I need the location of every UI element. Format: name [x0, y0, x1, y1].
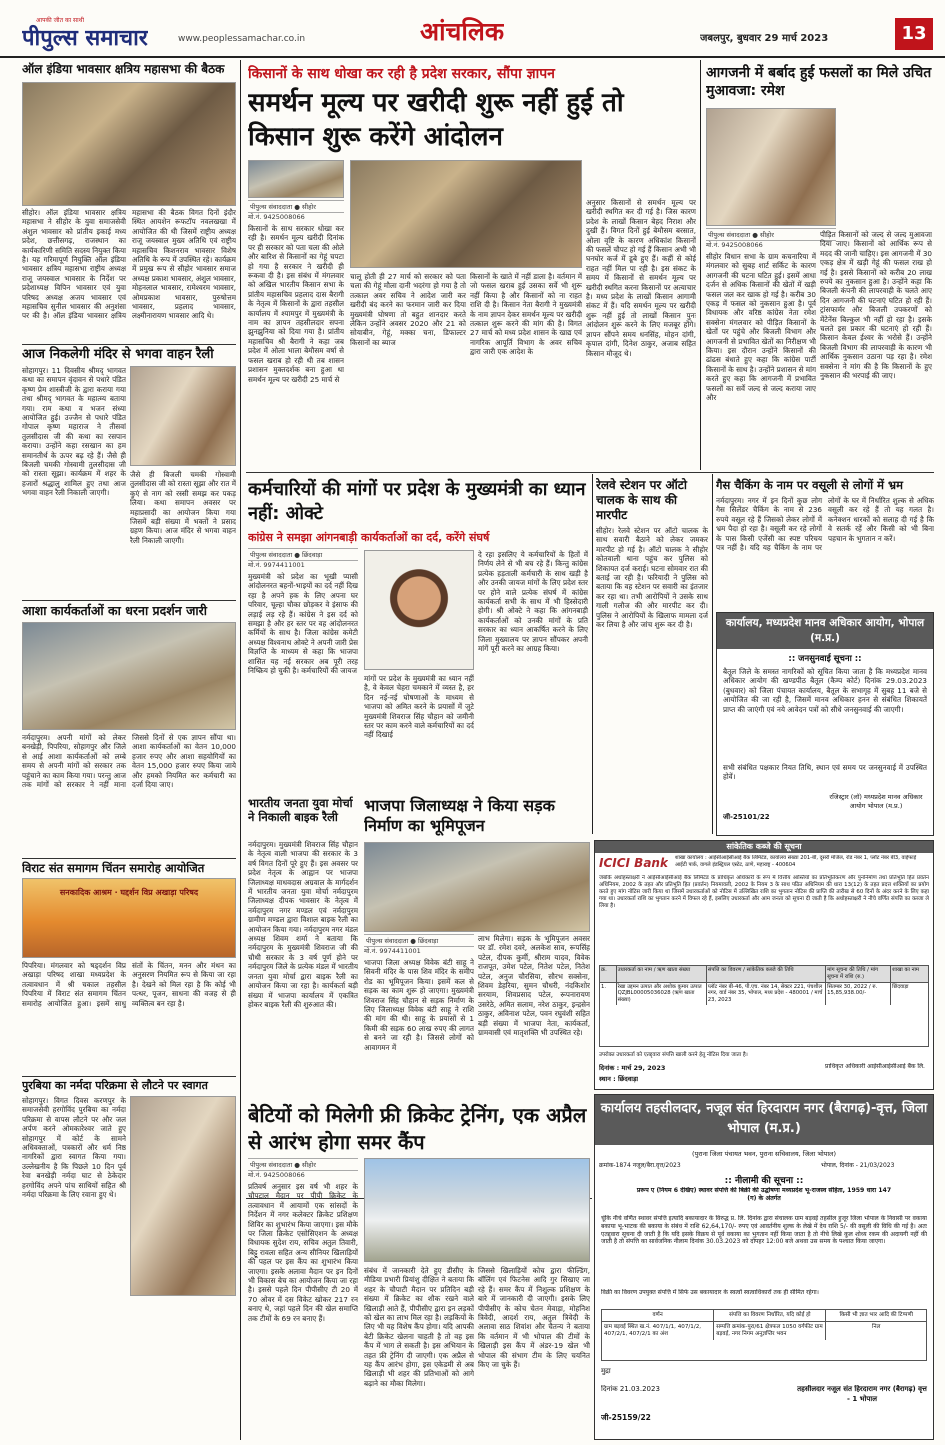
cricket-headline: बेटियों को मिलेगी फ्री क्रिकेट ट्रेनिंग, एक अप्रैल से आरंभ होगा समर कैंप	[248, 1103, 587, 1154]
aagjani-mobile: मो.नं. 9425008066	[706, 241, 763, 249]
icici-bar: सांकेतिक कब्जे की सूचना	[595, 841, 933, 853]
hr-notice-sub: :: जनसुनवाई सूचना ::	[788, 654, 862, 664]
icici-text: जबकि अधोहस्ताक्षरी ने आईसीआईसीआई बैंक लिमिटेड के प्राधिकृत अधिकारी के रूप में वित्तीय आस्तियों का प्रतिभूतिकरण और पुनर्निर्माण तथा प्रतिभूति हित प्रवर्तन अधिनियम, 2002 के तहत और प्रतिभूति हित (प्रवर्तन) नियमावली, 2002 के नियम 3 के साथ पठित अधिनियम की धारा 13(12) के तहत प्रदत्त शक्तियों का प्रयोग करते हुए मांग नोटिस जारी किया था जिसमें उधारकर्ताओं को नोटिस में उल्लिखित राशि का भुगतान नोटिस की प्राप्ति की तारीख से 60 दिनों के अंदर करने के लिए कहा गया था। उधारकर्ता राशि का भुगतान करने में विफल रहे हैं, इसलिए उधारकर्ता और आम जनता को सूचना दी जाती है कि अधोहस्ताक्षरी ने नीचे वर्णित संपत्ति का कब्जा ले लिया है।	[599, 875, 929, 909]
main-photo-large	[350, 160, 582, 268]
karmachari-col3: दे रहा इसलिए ये कर्मचारियों के हितों में निर्णय लेने से भी बच रहे हैं। किन्तु कांग्रेस प्रत्येक हड़ताली कर्मचारी के साथ खड़ी है और उनकी जायज मांगों के लिए प्रदेश स्तर पर होने वाले प्रत्येक संघर्ष में कांग्रेस कार्यकर्ता सभी के साथ में भी हिस्सेदारी होगी। श्री ओक्टे ने कहा कि आंगनबाड़ी कार्यकर्ताओं को उनकी मांगों के प्रति सरकार का ध्यान आकर्षित करने के लिए जिला मुख्यालय पर ज्ञापन सौंपकर अपनी मांगें पूरी करने का आग्रह किया।	[478, 550, 588, 654]
aagjani-byline: पीपुल्स संवाददाता ● सीहोर	[706, 228, 836, 241]
icici-place: स्थान : छिंदवाड़ा	[599, 1075, 639, 1083]
main-byline: पीपुल्स संवाददाता ● सीहोर	[248, 200, 344, 213]
story-purbia-head: पुरबिया का नर्मदा परिक्रमा से लौटने पर स्वागत	[22, 1076, 236, 1093]
tehsil-date: दिनांक 21.03.2023	[601, 1385, 660, 1393]
icici-td-0: 1.	[601, 983, 607, 990]
main-col4: अनुसार किसानों से समर्थन मूल्य पर खरीदी स्थगित कर दी गई है। जिस कारण प्रदेश के लाखों किसान बेहद निराश और दुखी हैं। विगत दिनों हुई बेमौसम बरसात, ओला वृष्टि के कारण अधिकांश किसानों की फसलें चौपट हो गई हैं किसान अभी भी घनघोर कर्ज में डूबे हुए हैं। कहीं से कोई राहत नहीं मिल पा रही है। इस संकट के समय में किसानों से समर्थन मूल्य पर खरीदी स्थगित करना किसानों पर अत्याचार है। मध्य प्रदेश के लाखों किसान आगामी संकट में हैं। यदि समर्थन मूल्य पर खरीदी शुरू नहीं हुई तो लाखों किसान पुनः आंदोलन शुरू करने के लिए मजबूर होंगे। ज्ञापन सौंपने समय धनसिंह, मोहन दांगी, कृपाल दांगी, दिनेश ठाकुर, अजाब सहित किसान मौजूद थे।	[586, 198, 696, 358]
sadak-mobile: मो.नं. 9974411001	[364, 947, 421, 955]
story-asha-head: आशा कार्यकर्ताओं का धरना प्रदर्शन जारी	[22, 600, 236, 618]
aagjani-head: आगजनी में बर्बाद हुई फसलों का मिले उचित मुआवजा: रमेश	[706, 65, 932, 99]
icici-th-3: मांग सूचना की तिथि / मांग सूचना में राशि (रु.)	[825, 966, 890, 982]
sadak-col1: भाजपा जिला अध्यक्ष विवेक बंटी साहू ने सिवनी मंदिर के पास शिव मंदिर के समीप रोड का भूमिपूजन किया। इसमें कल से सड़क का काम शुरू हो जाएगा। मुख्यमंत्री शिवराज सिंह चौहान से सड़क निर्माण के लिए जिलाध्यक्ष विवेक बंटी साहू ने राशि की मांग की थी। साहू के प्रयासों से 1 किमी की सड़क 60 लाख रुपए की लागत से बनने जा रही है। जिससे लोगों को आवागमन में	[364, 958, 474, 1052]
tehsil-sub: :: नीलामी की सूचना ::	[724, 1176, 804, 1186]
tehsil-form: प्ररूप ए (नियम 6 देखिए) स्थावर संपत्ति की बिक्री की उद्घोषणा मध्यप्रदेश भू-राजस्व संहिता, 1959 धारा 147 (ग) के अंतर्गत	[636, 1187, 892, 1203]
story-sant-banner: सनकादिक आश्रम · घद्दर्शन विप्र अखाड़ा परिषद	[59, 888, 199, 897]
brand-name: पीपुल्स समाचार	[22, 25, 148, 51]
sadak-head: भाजपा जिलाध्यक्ष ने किया सड़क निर्माण का भूमिपूजन	[364, 796, 555, 835]
bjym-text: नर्मदापुरम। मुख्यमंत्री शिवराज सिंह चौहान के नेतृत्व वाली भाजपा की सरकार के 3 वर्ष विगत दिनों पूरे हुए हैं। इस अवसर पर प्रदेश नेतृत्व के आह्वान पर भाजपा जिलाध्यक्ष माधवदास अग्रवाल के मार्गदर्शन में भारतीय जनता युवा मोर्चा नर्मदापुरम जिलाध्यक्ष दीपक भावसार के नेतृत्व में नर्मदापुरम नगर मण्डल एवं नर्मदापुरम ग्रामीण मण्डल द्वारा विशाल बाइक रैली का आयोजन किया गया। नर्मदापुरम नगर मंडल अध्यक्ष शिवम शर्मा ने बताया कि नर्मदापुरम के मुख्यमंत्री शिवराज जी की चौथी सरकार के 3 वर्ष पूर्ण होने पर नर्मदापुरम जिले के प्रत्येक मंडल में भारतीय जनता युवा मोर्चा द्वारा बाइक रैली का आयोजन किया जा रहा है। कार्यकर्ता बड़ी संख्या में भाजपा कार्यालय में एकत्रित होकर बाइक रैली की शुरुआत की।	[248, 840, 358, 1009]
sadak-col2: लाभ मिलेगा। सड़क के भूमिपूजन अवसर पर डॉ. रमेश दवरे, अलकेश साव, रूपसिंह पटेल, दीपक कुर्मी, श्रीराम यादव, विवेक राजपूत, उमेश पटेल, नितेश पटेल, नितेश पटेल, अनुज चौरसिया, सौरभ सक्सेना, शिवम डेहरिया, सुमन चौधरी, नंदकिशोर सरयाम, शिवप्रसाद पटेल, रूपनारायण उसरेठे, अमित सलाम, नरेश ठाकुर, इन्द्रसेन ठाकुर, अविनाश पटेल, पवन रघुवंशी सहित बड़ी संख्या में भाजपा नेता, कार्यकर्ता, ग्रामवासी एवं मातृशक्ति भी उपस्थित रहे।	[478, 934, 590, 1038]
story-sant-head: विराट संत समागम चिंतन समारोह आयोजित	[22, 858, 236, 875]
sadak-photo	[364, 842, 590, 932]
story-bhavsar-text: सीहोर। ऑल इंडिया भावसार क्षत्रिय महासभा ने सीहोर के युवा समाजसेवी अंशुल भावसार को प्रांतीय इकाई मध्य प्रदेश, छत्तीसगढ़, राजस्थान का कार्यकारिणी समिति सदस्य नियुक्त किया है। यह गरिमापूर्ण नियुक्ति ऑल इंडिया भावसार क्षत्रिय महासभा राष्ट्रीय अध्यक्ष राजू जयस्वाल भावसार के निर्देश पर प्रदेशाध्यक्ष विपिन भावसार एवं युवा परिषद अध्यक्ष अजय भावसार एवं महासचिव सुनील भावसार की अनुशंसा पर की है। ऑल इंडिया भावसार क्षत्रिय महासभा की बैठक विगत दिनों इंदौर स्थित आयशेन रूफटॉप नवलखखा में आयोजित की थी जिसमें राष्ट्रीय अध्यक्ष राजू जयस्वाल मुख्य अतिथि एवं राष्ट्रीय महासचिव किशनराव भावसार विशेष अतिथि के रूप में उपस्थित रहे। कार्यक्रम में प्रमुख रूप से सीहोर भावसार समाज अध्यक्ष प्रकाश भावसार, अंशुल भावसार, मोहनलाल भावसार, रामेश्वरम भावसार, ओमप्रकाश भावसार, पुरुषोत्तम भावसार, प्रहलाद भावसार, लक्ष्मीनारायण भावसार आदि थे।	[22, 208, 236, 321]
main-photo	[248, 160, 344, 198]
railway-text: सीहोर। रेलवे स्टेशन पर ऑटो चालक के साथ सवारी बैठाने को लेकर जमकर मारपीट हो गई है। ऑटो चालक ने सीहोर कोतवाली थाना पहुंच कर पुलिस को शिकायत दर्ज कराई। घटना सोमवार रात की बताई जा रही है। फरियादी ने पुलिस को बताया कि वह स्टेशन पर सवारी का इंतजार कर रहा था। तभी आरोपियों ने उसके साथ गाली गलौज की और मारपीट कर दी। पुलिस ने आरोपियों के खिलाफ मामला दर्ज कर लिया है और जांच शुरू कर दी है।	[596, 526, 708, 630]
icici-td-4: छिंदवाड़ा	[890, 983, 928, 1005]
icici-th-4: शाखा का नाम	[890, 966, 928, 982]
page-number: 13	[895, 18, 933, 50]
story-rally-head: आज निकलेगी मंदिर से भगवा वाहन रैली	[22, 344, 236, 362]
sadak-byline: पीपुल्स संवाददाता ● छिंदवाड़ा	[364, 934, 474, 947]
karmachari-sub: कांग्रेस ने समझा आंगनबाड़ी कार्यकर्ताओं का दर्द, करेंगे संघर्ष	[248, 531, 490, 544]
cricket-byline: पीपुल्स संवाददाता ● सीहोर	[248, 1158, 358, 1171]
karmachari-headline: कर्मचारियों की मांगों पर प्रदेश के मुख्यमंत्री का ध्यान नहीं: ओक्टे	[248, 479, 586, 524]
aagjani-photo	[706, 108, 836, 226]
icici-logo: ICICI Bank	[599, 856, 668, 870]
aagjani-col2: पीड़ित किसानों को जल्द से जल्द मुआवजा दिया जाए। किसानों को आर्थिक रूप से मदद की जानी चाहिए। इस आगजनी में 30 एकड़ क्षेत्र में खड़ी गेहूं की फसल राख हो गई है। इससे किसानों को करीब 20 लाख रुपये का नुकसान हुआ है। उन्होंने कहा कि बिजली कंपनी की लापरवाही के चलते आए दिन आगजनी की घटनाएं घटित हो रही हैं। ट्रांसफार्मर और बिजली उपकरणों को मेंटेनेंस बिल्कुल भी नहीं हो रहा है। इसके चलते इस प्रकार की घटनाएं हो रही हैं। किसान केवल ईश्वर के भरोसे हैं। उन्होंने बिजली विभाग की लापरवाही के कारण भी आर्थिक नुकसान उठाना पड़ रहा है। रमेश सक्सेना ने मांग की है कि किसानों के हुए नुकसान की भरपाई की जाए।	[820, 230, 932, 381]
main-col3: किसानों के खाते में नहीं डाला है। वर्तमान में जो फसल खराब हुई उसका सर्वे भी शुरू नहीं किया है और किसानों को ना राहत राशि दी है। किसान नेता बैरागी ने मुख्यमंत्री के नाम ज्ञापन देकर समर्थन मूल्य पर खरीदी तत्काल शुरू करने की मांग की है। विगत 27 मार्च को मध्य प्रदेश शासन के खाद्य एवं नागरिक आपूर्ति विभाग के अवर सचिव द्वारा जारी एक आदेश के	[470, 272, 582, 357]
story-purbia-text: सोहागपुर। विगत दिवस करणपुर के समाजसेवी हरगोविंद पुरबिया का नर्मदा परिक्रमा से वापस लौटने पर और जल अर्पण करने ओमकारेश्वर जाते हुए सोहागपुर में कोर्ट के सामने अधिवक्ताओं, पत्रकारों और धर्म निष्ठ नागरिकों द्वारा स्वागत किया गया। उल्लेखनीय है कि पिछले 10 दिन पूर्व रेवा बनखेड़ी नर्मदा घाट से ठेकेदार हरगोविंद अपने पांच साथियों सहित श्री नर्मदा परिक्रमा के लिए रवाना हुए थे।	[22, 1096, 126, 1200]
tehsil-ref2: जी-25159/22	[601, 1413, 651, 1422]
main-col1: किसानों के साथ सरकार धोखा कर रही है। समर्थन मूल्य खरीदी दिनांक पर ही सरकार को पता चला की ओले और बारिश से किसानों का गेहूं चपटा हो गया है सरकार ने खरीदी ही रूकवा दी है। इस संबंध में मंगलवार को अखिल भारतीय किसान सभा के प्रांतीय महासचिव प्रहलाद दास बैरागी के नेतृत्व में किसानों के द्वारा तहसील कार्यालय में श्यामपुर में मुख्यमंत्री के नाम का ज्ञापन तहसीलदार सपना झुनझुनिया को दिया गया है। प्रांतीय महासचिव श्री बैरागी ने कहा जब प्रदेश में ओला भाला बेमौसम वर्षा से फसल खराब हो रही थी तब शासन प्रशासन मुक्तदर्शक बना हुआ था समर्थन मूल्य पर खरीदी 25 मार्च से	[248, 224, 344, 384]
karmachari-col2: मांगों पर प्रदेश के मुख्यमंत्री का ध्यान नहीं है, वे केवल चेहरा चमकाने में व्यस्त है, हर दिन नई-नई घोषणाओं के माध्यम से भाजपा को अमित करने के प्रयासों में जुटे मुख्यमंत्री शिवराज सिंह चौहान को जमीनी स्तर पर काम करने वाले कर्मचारियों का दर्द नहीं दिखाई	[364, 674, 474, 740]
main-headline: समर्थन मूल्य पर खरीदी शुरू नहीं हुई तो किसान शुरू करेंगे आंदोलन	[248, 88, 624, 152]
karmachari-photo	[364, 550, 474, 670]
tehsil-th-1: संपत्ति का विवरण निर्धारित, यदि कोई हो	[713, 1310, 825, 1321]
icici-td-3: सितम्बर 30, 2022 / रु. 15,85,938.00/-	[825, 983, 890, 1005]
story-rally-photo	[130, 366, 236, 466]
karmachari-col1: मुख्यमंत्री को प्रदेश का भूखी प्यासी आंदोलनरत बहनों-भाइयों का दर्द नहीं दिख रहा है अपने हक के लिए अपना घर परिवार, चूल्हा चौका छोड़कर वे इंसाफ की लड़ाई लड़ रहे हैं। कांग्रेस ने इस दर्द को समझा है और हर स्तर पर वह आंदोलनरत कर्मियों के साथ है। जिला कांग्रेस कमेटी अध्यक्ष विश्वनाथ ओक्टे ने अपनी जारी प्रेस विज्ञप्ति के माध्यम से कहा कि भाजपा शासित यह नई सरकार अब पूरी तरह निष्क्रिय हो चुकी है। कर्मचारियों की जायज	[248, 572, 358, 676]
railway-head: रेलवे स्टेशन पर ऑटो चालक के साथ की मारपीट	[596, 478, 687, 522]
hr-notice-text: बैतूल जिले के समस्त नागरिकों को सूचित किया जाता है कि मध्यप्रदेश मानव अधिकार आयोग की खण्डपीठ बैतूल (कैम्प कोर्ट) दिनांक 29.03.2023 (बुधवार) को जिला पंचायत कार्यालय, बैतूल के सभागृह में सुबह 11 बजे से आयोजित की जा रही है, जिसमें मानव अधिकार हनन से संबंधित शिकायतें प्राप्त की जाएंगी एवं नये आवेदन पत्रों को सीधे जनसुनवाई की जाएगी।	[723, 667, 927, 714]
tehsil-th-0: वर्णन	[652, 1312, 663, 1318]
story-asha-text: नर्मदापुरम। अपनी मांगों को लेकर बनखेड़ी, पिपरिया, सोहागपुर और जिले से आई आशा कार्यकर्ताओं को लम्बे समय से अपनी मांगों को सरकार तक पहुंचाने का काम किया गया। परन्तु आज तक मांगों को सरकार ने नहीं माना जिससे दिनों से एक ज्ञापन सौंपा था। आशा कार्यकर्ताओं का वेतन 10,000 हजार रुपए और आशा सहयोगियों का वेतन 15,000 हजार रुपए किया जाये और हमको नियमित कर कर्मचारी का दर्जा दिया जाए।	[22, 733, 236, 790]
masthead	[0, 0, 945, 58]
tehsil-th-2: किसी भी ज्ञात भार आदि की टिप्पणी	[825, 1310, 926, 1321]
story-bhavsar-head: ऑल इंडिया भावसार क्षत्रिय महासभा की बैठक	[22, 62, 225, 76]
section-name: आंचलिक	[420, 17, 505, 46]
tehsil-seal: मुद्रा	[601, 1367, 611, 1375]
karmachari-byline: पीपुल्स संवाददाता ● छिंदवाड़ा	[248, 548, 358, 561]
icici-notice	[594, 840, 934, 1090]
tehsil-date-line: भोपाल, दिनांक - 21/03/2023	[821, 1162, 895, 1169]
tehsil-ref: क्रमांक-1874 नजूल/बैरा.वृत्त/2023	[599, 1162, 681, 1169]
karmachari-mobile: मो.नं. 9974411001	[248, 561, 305, 569]
gas-text: नर्मदापुरम। नगर में इन दिनों कुछ लोग गैस सिलेंडर चैकिंग के नाम से 236 रुपये वसूल रहे हैं जिसको लेकर लोगों में भ्रम पैदा हो रहा है। वसूली कर रहे लोगों के पास किसी एजेंसी का स्पष्ट परिचय पत्र नहीं है। यदि यह चैकिंग के नाम पर लोगों के घर में निर्धारित शुल्क से अधिक वसूली कर रहे हैं तो यह गलत है। कनेक्शन धारकों को सलाह दी गई है कि वे सतर्क रहें और किसी को भी बिना पहचान के भुगतान न करें।	[716, 496, 934, 553]
icici-sign: प्राधिकृत अधिकारी आईसीआईसीआई बैंक लि.	[825, 1063, 925, 1070]
cricket-col3: जिससे खिलाड़ियों कोच द्वारा फील्डिंग, बॉलिंग एवं फिटनेस आदि गुर सिखाए जा रहे हैं। समर कैंप में निशुल्क प्रशिक्षण के बारे में जानकारी दी जाएगी। इसके लिए पीपीसीए के कोच चेतन मेवाड़ा, मोहनिश त्रिवेदी, आदर्श राय, अतुल त्रिवेदी के अलावा साठ शिवांश और चैतन्य ने बताया कि वर्तमान में भी भोपाल की टीमों के खिलाड़ी इस कैंप में अंडर-19 खेल भी भोपाल की संभाग टीम के लिए चयनित किए जा चुके हैं।	[478, 1266, 590, 1370]
icici-date: दिनांक : मार्च 29, 2023	[599, 1064, 666, 1072]
main-mobile: मो.नं. 9425008066	[248, 213, 305, 221]
bjym-head: भारतीय जनता युवा मोर्चा ने निकाली बाइक रैली	[248, 796, 353, 824]
icici-td-1: रेखा उद्दमन उत्पात और अशोक कुमार उत्पात QZJBL00005036028 (ऋण खाता संख्या)	[616, 983, 706, 1005]
hr-notice-head: कार्यालय, मध्यप्रदेश मानव अधिकार आयोग, भोपाल (म.प्र.)	[717, 613, 933, 649]
tehsil-notice	[594, 1094, 934, 1440]
gas-head: गैस चैकिंग के नाम पर वसूली से लोगों में भ्रम	[716, 478, 903, 492]
tehsil-td-0: ग्राम बड़वई स्थित ख.नं. 407/1/1, 407/1/2, 407/2/1, 407/2/1 का अंश	[604, 1324, 702, 1337]
story-rally-text2: जैसे ही बिजली चमकी गोस्वामी तुलसीदास जी को रास्ता सूझा और रात में कुएं से नाग को रस्सी समझ कर पकड़ लिया। कथा समापन अवसर पर महाप्रसादी का आयोजन किया गया जिसमें बड़ी संख्या में भक्तों ने प्रसाद ग्रहण किया। आज मंदिर से भगवा वाहन रैली निकाली जाएगी।	[130, 470, 236, 545]
cricket-mobile: मो.नं. 9425008066	[248, 1171, 305, 1179]
tehsil-sign: तहसीलदार नजूल संत हिरदाराम नगर (बैरागढ़) वृत्त - 1 भोपाल	[797, 1385, 927, 1403]
tehsil-text: चूंकि नीचे वर्णित स्थावर संपत्ति इत्यादि बकायादार के विरुद्ध प्र. लि. दिनांक द्वारा संचालक ग्राम बड़वई तहसील हुजूर जिला भोपाल के निवासी पर वकाया बकाया भू-भाटक की बकाया के संबंध में राशि 62,64,170/- रुपए एवं आवर्तनीय शुल्क के लेखे में देय राशि 5/- की वसूली की विधि की गई है। अतः एतद्द्वारा सूचना दी जाती है कि यदि इसके विक्रय से पूर्व वकाया का भुगतान नहीं किया जाता है तो नीचे लिखे कुल शोध्य रकम की अदायगी नहीं की जाती है तो संपत्ति का सार्वजनिक नीलाम दिनांक 30.03.2023 को दोपहर 12:00 बजे अथवा उस समय के पश्चात किया जाएगा।	[601, 1215, 927, 1246]
tehsil-table	[601, 1309, 927, 1361]
story-bhavsar-photo	[22, 82, 236, 206]
aagjani-col1: सीहोर विधान सभा के ग्राम कचनारिया में मंगलवार को सुबह शार्ट सर्किट के कारण आगजनी की घटना घटित हुई। इसमें आधा दर्जन से अधिक किसानों की खेतों में खड़ी फसल जल कर खाक हो गई है। करीब 30 एकड़ में फसल को नुकसान हुआ है। पूर्व विधायक और वरिष्ठ कांग्रेस नेता रमेश सक्सेना मंगलवार को पीड़ित किसानों के खेतों पर पहुंचे और बिजली विभाग और आगजनी से प्रभावित खेतों का निरीक्षण भी किया। इस दौरान उन्होंने किसानों की ढांढस बंधाते हुए कहा कि कांग्रेस पार्टी किसानों के साथ है। उन्होंने प्रशासन से मांग करते हुए कहा कि आगजनी में प्रभावित फसलों का सर्वे जल्द से जल्द कराया जाए और	[706, 252, 816, 403]
story-asha-photo	[22, 622, 236, 730]
icici-th-2: संपत्ति का विवरण / सांकेतिक कब्जे की तिथि	[706, 966, 825, 982]
masthead-tagline: आपकी जीत का साथी	[36, 17, 85, 24]
dateline: जबलपुर, बुधवार 29 मार्च 2023	[700, 33, 829, 44]
hr-notice-sign: रजिस्ट्रार (लॉ) मध्यप्रदेश मानव अधिकार आयोग भोपाल (म.प्र.)	[829, 793, 923, 810]
hr-notice-ref: जी-25101/22	[723, 813, 770, 821]
story-rally-text: सोहागपुर। 11 दिवसीय श्रीमद् भागवत कथा का समापन वृंदावन से पधारे पंडित कृष्ण प्रेम शास्त्रीजी के द्वारा कराया गया तथा श्रीमद् भागवत के महात्म्य बताया गया। राम कथा व भजन संध्या आयोजित हुई। उज्जैन से पधारे पंडित गोपाल कृष्ण महाराज ने तीसवां तुलसीदास जी की कथा का रसपान कराया। उन्होंने कहा रसखान का हम समानतीर्थ के ऊपर बढ़ रहे हैं। जैसे ही बिजली चमकी गोस्वामी तुलसीदास जी को रास्ता सूझा। कार्यक्रम में शहर के हजारों श्रद्धालु शामिल हुए तथा आज भगवा वाहन रैली निकाली जाएगी।	[22, 366, 126, 498]
story-sant-photo	[22, 878, 236, 958]
tehsil-addr: (पुराना जिला पंचायत भवन, पुराना सचिवालय, जिला भोपाल)	[692, 1150, 836, 1158]
story-sant-text: पिपरिया। मंगलवार को षड्दर्शन विप्र अखाड़ा परिषद शाखा मध्यप्रदेश के तत्वावधान में श्री चकाल तहसील पिपरिया में विराट संत समागम चिंतन समारोह आयोजित हुआ। इसमें साधु संतों के चिंतन, मनन और मंथन का अनुसरण नियमित रूप से किया जा रहा है। देखने को मिल रहा है कि कोई भी पत्थर, पूजन, साधना की वजह से ही व्यक्तित्व बन रहा है।	[22, 961, 236, 1008]
hr-notice	[716, 612, 934, 836]
icici-footer: उपरोक्त उधारकर्ता को एतद्द्वारा संपत्ति खाली करने हेतु नोटिस दिया जाता है।	[599, 1052, 748, 1058]
cricket-col2: संबंध में जानकारी देते हुए डीसीए के मीडिया प्रभारी प्रियांशु दीक्षित ने बताया कि शहर के चौपाटी मैदान पर प्रतिदिन बड़ी संख्या में क्रिकेट का शौक रखने वाले खिलाड़ी आते हैं, पीपीसीए द्वारा इन लड़कों को खेल का लाभ मिल रहा है। लड़कियों के लिए भी यह विशेष कैंप होगा। यदि आपकी बेटी क्रिकेट खेलना चाहती है तो वह इस कैंप में भाग ले सकती है। इस अभियान के तहत फ्री ट्रेनिंग दी जाएगी। एक अप्रैल से यह कैंप आरंभ होगा, इस एकेडमी से अब खिलाड़ी भी शहर की प्रतिभाओं को आगे बढ़ाने का मौका मिलेगा।	[364, 1266, 474, 1388]
cricket-photo	[364, 1158, 590, 1262]
main-col2: चालू होती ही 27 मार्च को सरकार को पता चला की गेहूं मौला दानी भदरंगा हो गया है तो तत्काल अवर सचिव ने आदेश जारी कर खरीदी बंद करने का फरमान जारी कर दिया मुख्यमंत्री घोषणा तो बहुत शानदार करते लेकिन उन्होंने अवसर 2020 और 21 को सोयाबीन, गेहूं, मक्का चना, डिफाल्टर किसानों का ब्याज	[350, 272, 466, 347]
icici-th-1: उधारकर्ता का नाम / ऋण खाता संख्या	[616, 966, 706, 982]
tehsil-td-1: सम्पत्ति क्रमांक-पुरा/61 क्षेत्रफल 1050 वर्गफीट ग्राम बड़वई, नगर निगम अनुज्ञप्तिर भवन	[713, 1322, 825, 1340]
tehsil-text2: विक्री का विवरण उपयुक्त संपत्ति में सिर्फ उस बकायादार के स्वत्वों स्वत्वाधिकारों तक ही सीमित रहेगा।	[601, 1289, 819, 1296]
main-kicker: किसानों के साथ धोखा कर रही है प्रदेश सरकार, सौंपा ज्ञापन	[248, 66, 555, 82]
brand-url: www.peoplessamachar.co.in	[178, 34, 306, 44]
icici-table	[599, 965, 929, 1047]
story-purbia-photo	[130, 1096, 236, 1296]
icici-address: शाखा कार्यालय : आईसीआईसीआई बैंक लिमिटेड, कार्यालय संख्या 201-बी, दूसरी मंजिल, रोड नंबर 1, प्लॉट नंबर बी3, वाईफाई आईटी पार्क, वागले इंडस्ट्रियल एस्टेट, ठाणे, महाराष्ट्र - 400604	[675, 855, 917, 868]
cricket-col1: प्रतिवर्ष अनुसार इस वर्ष भी शहर के चौपटाल मैदान पर पीपी क्रिकेट के तत्वावधान में आयामों एक सांसदों के निर्देशन में नगर कलेक्टर क्रिकेट प्रशिक्षण शिविर का शुभारंभ किया जाएगा। इस मौके पर जिला क्रिकेट एसोसिएशन के अध्यक्ष विधायक सुदेश राय, सचिव अतुल तिवारी, बिट्टू रावला सहित अन्य सीनियर खिलाड़ियों की पहल पर इस कैंप का शुभारंभ किया जाएगा। इसके अलावा मैदान पर इन दिनों भी विकास बेच का आयोजन किया जा रहा है। इससे पहले दिन पीपीसीए टी 20 में 70 ओवर में दस विकेट खोकर 217 रन बनाए थे, जहां पहले दिन की खेल समाप्ति तक टीमों के 69 रन बनाए हैं।	[248, 1182, 358, 1323]
icici-th-0: क्र.	[601, 967, 607, 973]
tehsil-head: कार्यालय तहसीलदार, नजूल संत हिरदाराम नगर (बैरागढ़)-वृत्त, जिला भोपाल (म.प्र.)	[595, 1095, 933, 1145]
hr-notice-text2: सभी संबंधित पक्षकार नियत तिथि, स्थान एवं समय पर जनसुनवाई में उपस्थित होवें।	[723, 763, 927, 782]
tehsil-td-2: निल	[825, 1322, 926, 1340]
icici-td-2: प्लॉट नंबर बी-46, पी.एच. नंबर 14, सेक्टर 221, पंचशील नगर, वार्ड नंबर 35, भोपाल, मध्य प्रदेश - 480001 / मार्च 23, 2023	[706, 983, 825, 1005]
